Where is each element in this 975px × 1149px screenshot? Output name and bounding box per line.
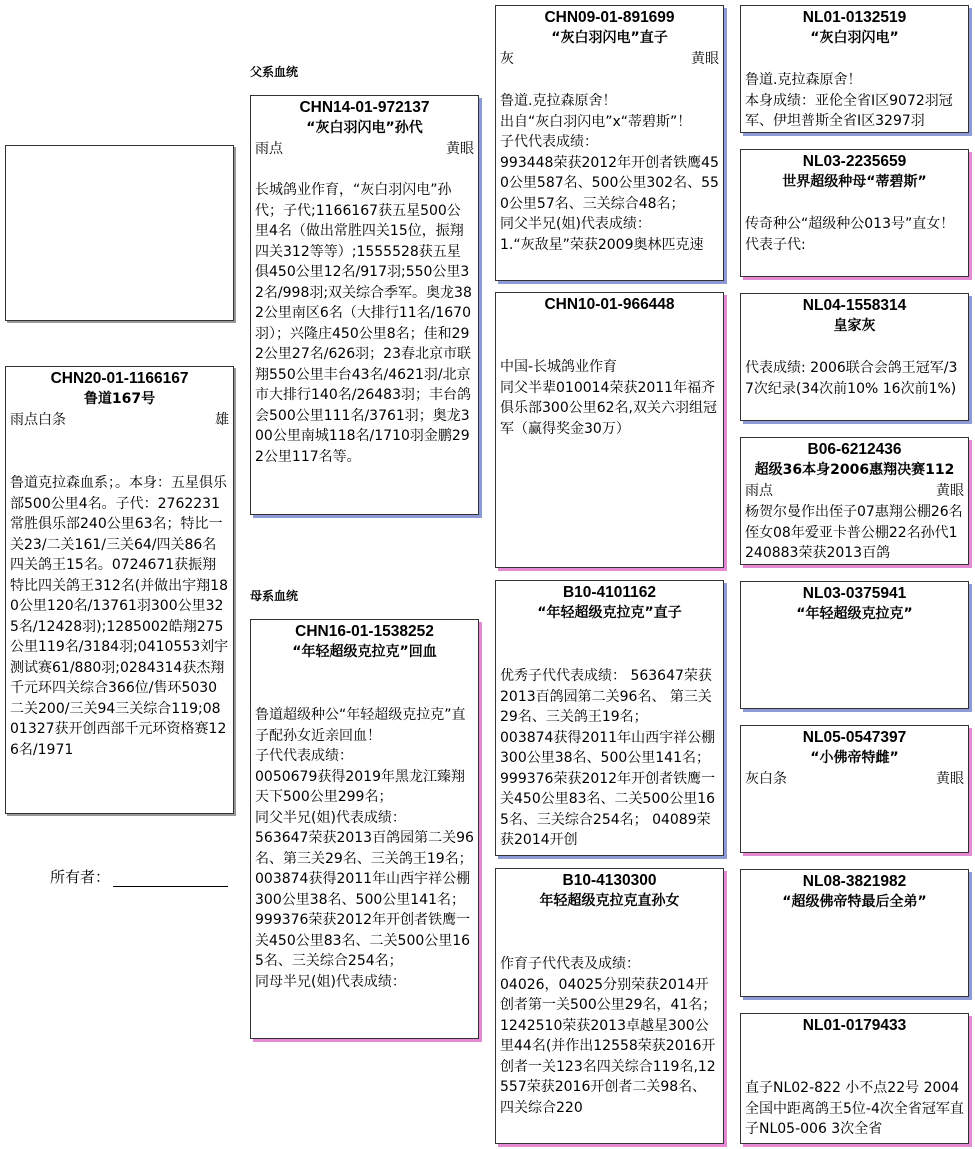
dam-dam-text: 作育子代代表及成绩： 04026，04025分别荣获2014开创者第一关500公里29名，41名； 1242510荣获2013卓越星300公里44名(并作出12558荣获2016开创者一关123名四关综合119名,12557荣获2016开创者二关98名、四关综合220	[500, 956, 717, 1116]
owner-line	[113, 870, 228, 887]
dss-card	[740, 581, 969, 709]
dsd-color: 灰白条	[745, 771, 787, 787]
dss-name: “年轻超级克拉克”	[796, 606, 913, 622]
sire-sire-card	[495, 5, 724, 281]
dam-sire-card	[495, 580, 724, 856]
sdd-color: 雨点	[745, 483, 773, 499]
sire-sire-name: “灰白羽闪电”直子	[551, 30, 668, 46]
sire-dam-ring: CHN10-01-966448	[544, 296, 675, 313]
dam-section-label: 母系血统	[250, 589, 299, 603]
dds-name: “超级佛帝特最后全弟”	[782, 894, 927, 910]
ssd-name: 世界超级种母“蒂碧斯”	[782, 174, 927, 190]
photo-frame	[5, 145, 234, 321]
subject-card	[5, 366, 234, 814]
subject-sex: 雄	[215, 412, 229, 428]
dam-sire-name: “年轻超级克拉克”直子	[537, 605, 682, 621]
sss-name: “灰白羽闪电”	[810, 30, 899, 46]
sds-card	[740, 293, 969, 421]
sire-color: 雨点	[255, 141, 283, 157]
ddd-ring: NL01-0179433	[802, 1017, 907, 1034]
ssd-card	[740, 149, 969, 277]
sire-name: “灰白羽闪电”孙代	[306, 120, 423, 136]
sire-ring: CHN14-01-972137	[299, 99, 430, 116]
sss-ring: NL01-0132519	[802, 9, 907, 26]
sire-attrs	[255, 139, 474, 160]
dam-sire-ring: B10-4101162	[562, 584, 657, 601]
dam-sire-text: 优秀子代代表成绩： 563647荣获2013百鸽园第二关96名、 第三关29名、三关鸽王19名； 003874获得2011年山西宇祥公棚300公里38名、500公里141名； 999376荣获2012年开创者铁鹰一关450公里83名、二关500公里165名、三关综合254名； 04089荣获2014开创	[500, 668, 716, 848]
dam-dam-ring: B10-4130300	[562, 872, 657, 889]
subject-attrs	[10, 410, 229, 431]
dss-ring: NL03-0375941	[802, 585, 907, 602]
sdd-card	[740, 437, 969, 565]
ddd-card	[740, 1013, 969, 1144]
sire-sire-attrs	[500, 49, 719, 70]
dam-ring: CHN16-01-1538252	[295, 623, 434, 640]
owner-label: 所有者：	[50, 868, 111, 886]
dsd-name: “小佛帝特雌”	[810, 750, 899, 766]
subject-name: 鲁道167号	[83, 391, 156, 407]
ssd-text: 传奇种公“超级种公013号”直女！ 代表子代:	[745, 216, 955, 253]
sire-card	[250, 95, 479, 515]
sire-sire-color: 灰	[500, 51, 514, 67]
dsd-eye: 黄眼	[936, 771, 964, 787]
sdd-text: 杨贺尔曼作出侄子07惠翔公棚26名 侄女08年爱亚卡普公棚22名孙代1240883荣获2013百鸽	[745, 504, 968, 561]
sds-name: 皇家灰	[833, 318, 876, 334]
sire-dam-card	[495, 292, 724, 568]
dsd-attrs	[745, 769, 964, 790]
sss-card	[740, 5, 969, 133]
dsd-card	[740, 725, 969, 853]
owner-field	[50, 866, 228, 887]
subject-color: 雨点白条	[10, 412, 66, 428]
sire-sire-text: 鲁道.克拉森原舍！ 出自“灰白羽闪电”x“蒂碧斯”！ 子代代表成绩： 993448荣获2012年开创者铁鹰450公里587名、500公里302名、550公里57名、三关综合48名； 同父半兄(姐)代表成绩： 1.“灰敌星”荣获2009奥林匹克速	[500, 93, 719, 253]
sss-text: 鲁道.克拉森原舍！ 本身成绩：亚伦全省I区9072羽冠军、伊坦普斯全省I区3297羽	[745, 72, 953, 129]
sire-text: 长城鸽业作育，“灰白羽闪电”孙代；子代;1166167获五星500公里4名（做出常胜四关15位，振翔四关312等等）;1555528获五星俱450公里12名/917羽;550公里32名/998羽;双关综合季军。奥龙382公里南区6名（大排行11名/1670羽）；兴隆庄450公里8名；佳和292公里27名/626羽；23春北京市联翔550公里丰台43名/4621羽/北京市大排行140名/26483羽；丰台鸽会500公里111名/3761羽；奥龙300公里南城118名/1710羽金鹏292公里117名等。	[255, 182, 472, 465]
dam-card	[250, 619, 479, 1039]
sdd-ring: B06-6212436	[807, 441, 902, 458]
ddd-text: 直子NL02-822 小不点22号 2004全国中距离鸽王5位-4次全省冠军直子NL05-006 3次全省	[745, 1080, 964, 1137]
sire-dam-text: 中国-长城鸽业作育 同父半辈010014荣获2011年福齐俱乐部300公里62名,双关六羽组冠军（赢得奖金30万）	[500, 359, 717, 437]
dam-name: “年轻超级克拉克”回血	[292, 644, 437, 660]
subject-ring: CHN20-01-1166167	[50, 370, 189, 387]
dds-card	[740, 869, 969, 997]
sire-section-label: 父系血统	[250, 65, 299, 79]
dam-text: 鲁道超级种公“年轻超级克拉克”直子配孙女近亲回血！ 子代代表成绩： 0050679获得2019年黑龙江臻翔天下500公里299名； 同父半兄(姐)代表成绩： 563647荣获2013百鸽园第二关96名、第三关29名、三关鸽王19名； 003874获得2011年山西宇祥公棚300公里38名、500公里141名； 999376荣获2012年开创者铁鹰一关450公里83名、二关500公里165名、三关综合254名； 同母半兄(姐)代表成绩：	[255, 707, 474, 990]
sdd-name: 超级36本身2006惠翔决赛112	[754, 462, 955, 478]
dds-ring: NL08-3821982	[802, 873, 907, 890]
dsd-ring: NL05-0547397	[802, 729, 907, 746]
sire-sire-ring: CHN09-01-891699	[544, 9, 675, 26]
dam-dam-name: 年轻超级克拉克直孙女	[539, 893, 680, 909]
subject-text: 鲁道克拉森血系；。本身：五星俱乐部500公里4名。子代：2762231常胜俱乐部240公里63名；特比一关23/二关161/三关64/四关86名四关鸽王15名。0724671获振翔特比四关鸽王312名(并做出宇翔180公里120名/13761羽300公里325名/12428羽);1285002皓翔275公里119名/3184羽;0410553刘宇测试赛61/880羽;0284314获杰翔千元环四关综合366位/售环5030二关200/三关94三关综合119;0801327获开创西部千元环资格赛126名/1971	[10, 475, 229, 758]
sds-ring: NL04-1558314	[802, 297, 907, 314]
sdd-eye: 黄眼	[936, 483, 964, 499]
dam-dam-card	[495, 868, 724, 1144]
sire-eye: 黄眼	[446, 141, 474, 157]
sds-text: 代表成绩: 2006联合会鸽王冠军/37次纪录(34次前10% 16次前1%)	[745, 360, 958, 397]
sire-sire-eye: 黄眼	[691, 51, 719, 67]
sdd-attrs	[745, 481, 964, 502]
ssd-ring: NL03-2235659	[802, 153, 907, 170]
